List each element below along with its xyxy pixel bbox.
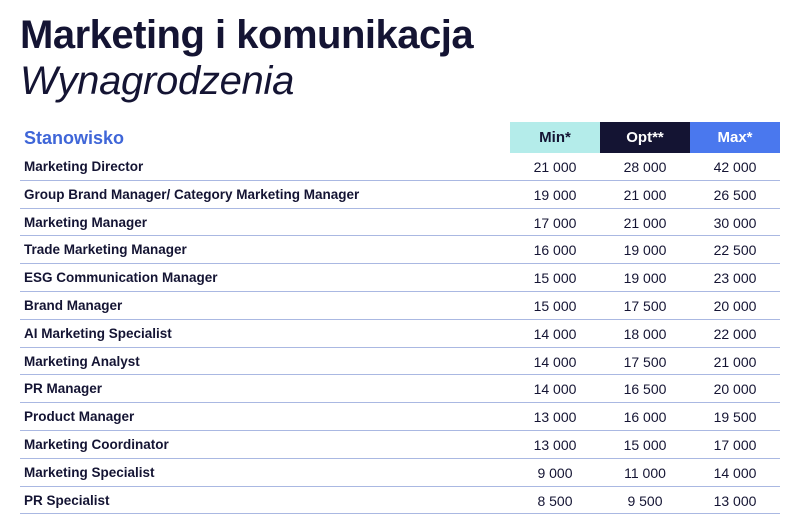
table-row	[20, 375, 780, 403]
max-value: 19 500	[713, 409, 757, 426]
position-name: Marketing Manager	[24, 214, 148, 230]
max-value: 26 500	[713, 186, 757, 203]
position-name: Product Manager	[24, 409, 135, 425]
position-name: Trade Marketing Manager	[24, 242, 187, 258]
table-header	[20, 122, 780, 153]
table-row	[20, 264, 780, 292]
page-subtitle: Wynagrodzenia	[20, 59, 295, 103]
max-value: 22 500	[713, 242, 757, 259]
max-value: 21 000	[713, 353, 757, 370]
max-value: 22 000	[713, 325, 757, 342]
opt-value: 19 000	[623, 270, 667, 287]
max-value: 17 000	[713, 436, 757, 453]
table-row	[20, 209, 780, 237]
opt-value: 11 000	[624, 464, 666, 481]
min-value: 15 000	[533, 270, 577, 287]
max-value: 23 000	[713, 270, 757, 287]
column-header-position: Stanowisko	[24, 128, 125, 148]
table-row	[20, 348, 780, 376]
max-value: 13 000	[713, 492, 757, 509]
min-value: 13 000	[533, 436, 577, 453]
opt-value: 17 500	[623, 297, 667, 314]
opt-value: 18 000	[623, 325, 667, 342]
opt-value: 21 000	[623, 214, 667, 231]
table-row	[20, 292, 780, 320]
opt-value: 19 000	[623, 242, 667, 259]
min-value: 14 000	[533, 353, 577, 370]
max-value: 20 000	[713, 297, 757, 314]
table-row	[20, 459, 780, 487]
column-header-max: Max*	[690, 122, 780, 153]
position-name: Marketing Specialist	[24, 464, 155, 480]
table-row	[20, 320, 780, 348]
position-name: Group Brand Manager/ Category Marketing Manager	[24, 186, 360, 202]
max-value: 14 000	[713, 464, 757, 481]
position-name: Brand Manager	[24, 297, 123, 313]
table-row	[20, 403, 780, 431]
column-header-min: Min*	[510, 122, 600, 153]
table-row	[20, 153, 780, 181]
table-body	[20, 153, 780, 514]
min-value: 16 000	[533, 242, 577, 259]
opt-value: 16 000	[623, 409, 667, 426]
position-name: Marketing Director	[24, 159, 144, 174]
position-name: Marketing Coordinator	[24, 436, 169, 452]
position-name: ESG Communication Manager	[24, 270, 218, 286]
table-row	[20, 487, 780, 515]
column-header-opt: Opt**	[600, 122, 690, 153]
min-value: 21 000	[533, 159, 577, 175]
min-value: 8 500	[537, 492, 573, 509]
opt-value: 21 000	[623, 186, 667, 203]
min-value: 14 000	[533, 381, 577, 398]
table-row	[20, 236, 780, 264]
min-value: 14 000	[533, 325, 577, 342]
page-title: Marketing i komunikacja	[20, 13, 474, 57]
min-value: 19 000	[533, 186, 577, 203]
opt-value: 28 000	[623, 159, 667, 175]
opt-value: 9 500	[627, 492, 663, 509]
opt-value: 17 500	[623, 353, 667, 370]
min-value: 13 000	[533, 409, 577, 426]
opt-value: 16 500	[623, 381, 667, 398]
position-name: Marketing Analyst	[24, 353, 140, 369]
min-value: 15 000	[533, 297, 577, 314]
salary-table	[20, 122, 780, 514]
opt-value: 15 000	[623, 436, 667, 453]
max-value: 20 000	[713, 381, 757, 398]
position-name: PR Manager	[24, 381, 103, 397]
min-value: 9 000	[537, 464, 573, 481]
table-row	[20, 181, 780, 209]
table-row	[20, 431, 780, 459]
position-name: PR Specialist	[24, 492, 110, 508]
max-value: 30 000	[713, 214, 757, 231]
min-value: 17 000	[533, 214, 577, 231]
max-value: 42 000	[713, 159, 757, 175]
position-name: AI Marketing Specialist	[24, 325, 172, 341]
